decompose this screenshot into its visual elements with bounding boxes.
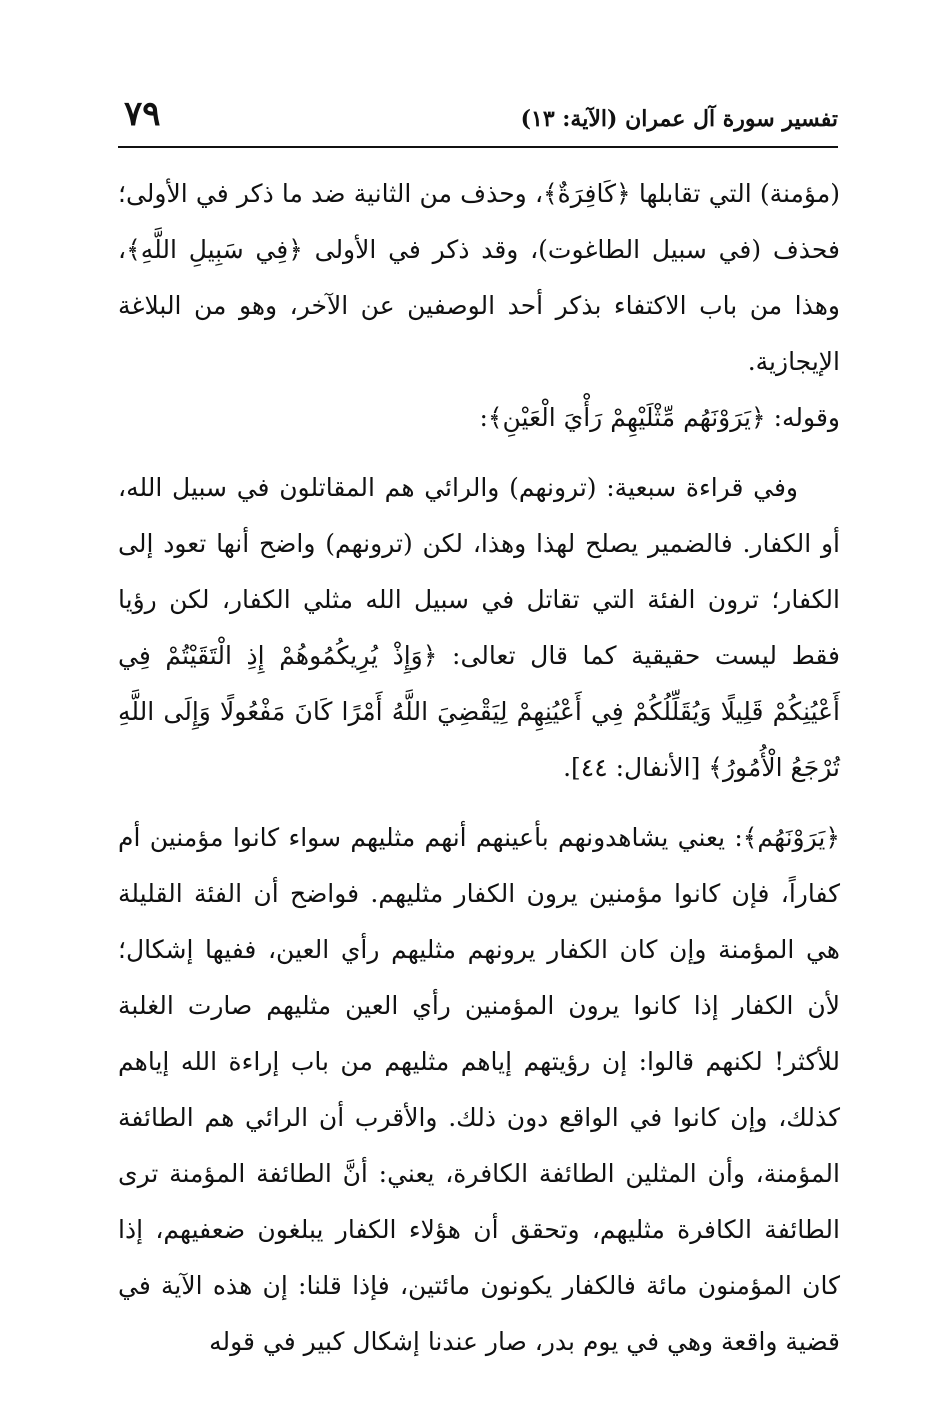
header-title: تفسير سورة آل عمران (الآية: ١٣) <box>520 106 838 132</box>
page-body <box>118 166 840 1370</box>
header-divider <box>118 146 838 148</box>
paragraph-1: (مؤمنة) التي تقابلها ﴿كَافِرَةٌ﴾، وحذف من الثانية ضد ما ذكر في الأولى؛ فحذف (في سبيل الطاغوت)، وقد ذكر في الأولى ﴿فِي سَبِيلِ اللَّهِ﴾، وهذا من باب الاكتفاء بذكر أحد الوصفين عن الآخر، وهو من البلاغة الإيجازية. <box>118 179 840 376</box>
page-number: ٧٩ <box>124 94 161 134</box>
paragraph-gap <box>118 796 840 810</box>
paragraph-4: ﴿يَرَوْنَهُم﴾: يعني يشاهدونهم بأعينهم أنهم مثليهم سواء كانوا مؤمنين أم كفاراً، فإن كانوا مؤمنين يرون الكفار مثليهم. فواضح أن الفئة القليلة هي المؤمنة وإن كان الكفار يرونهم مثليهم رأي العين، ففيها إشكال؛ لأن الكفار إذا كانوا يرون المؤمنين رأي العين مثليهم صارت الغلبة للأكثر! لكنهم قالوا: إن رؤيتهم إياهم مثليهم من باب إراءة الله إياهم كذلك، وإن كانوا في الواقع دون ذلك. والأقرب أن الرائي هم الطائفة المؤمنة، وأن المثلين الطائفة الكافرة، يعني: أنَّ الطائفة المؤمنة ترى الطائفة الكافرة مثليهم، وتحقق أن هؤلاء الكفار يبلغون ضعفيهم، إذا كان المؤمنون مائة فالكفار يكونون مائتين، فإذا قلنا: إن هذه الآية في قضية واقعة وهي في يوم بدر، صار عندنا إشكال كبير في قوله <box>118 823 840 1356</box>
paragraph-3: وفي قراءة سبعية: (ترونهم) والرائي هم المقاتلون في سبيل الله، أو الكفار. فالضمير يصلح لهذا وهذا، لكن (ترونهم) واضح أنها تعود إلى الكفار؛ ترون الفئة التي تقاتل في سبيل الله مثلي الكفار، لكن رؤيا فقط ليست حقيقية كما قال تعالى: ﴿وَإِذْ يُرِيكُمُوهُمْ إِذِ الْتَقَيْتُمْ فِي أَعْيُنِكُمْ قَلِيلًا وَيُقَلِّلُكُمْ فِي أَعْيُنِهِمْ لِيَقْضِيَ اللَّهُ أَمْرًا كَانَ مَفْعُولًا وَإِلَى اللَّهِ تُرْجَعُ الْأُمُورُ﴾ [الأنفال: ٤٤]. <box>118 473 840 782</box>
paragraph-2: وقوله: ﴿يَرَوْنَهُم مِّثْلَيْهِمْ رَأْيَ الْعَيْنِ﴾: <box>479 403 840 432</box>
paragraph-gap <box>118 446 840 460</box>
running-header <box>118 92 838 148</box>
